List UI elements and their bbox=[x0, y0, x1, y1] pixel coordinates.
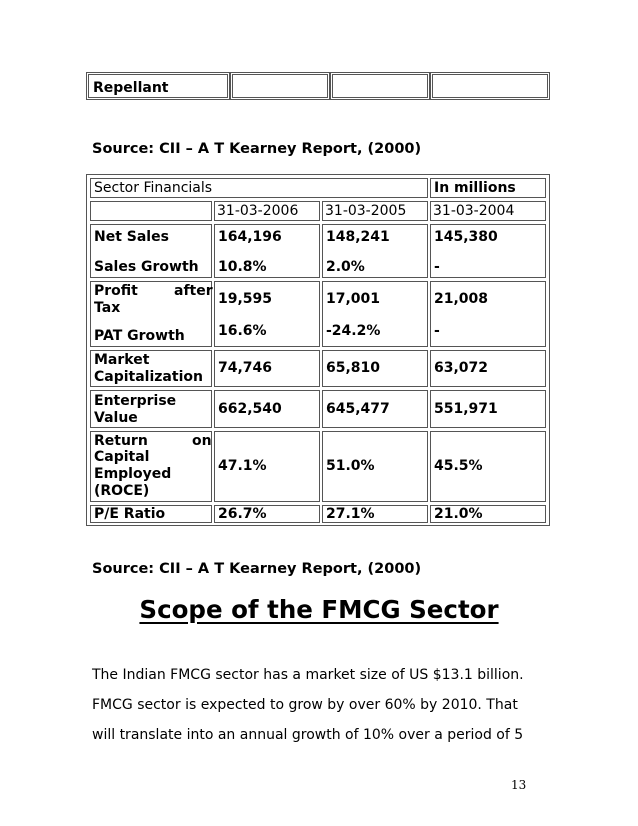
table-value: -24.2% bbox=[326, 323, 381, 339]
top-table-cell bbox=[230, 72, 330, 100]
table-value: 551,971 bbox=[434, 401, 498, 417]
row-label: Capital bbox=[94, 449, 150, 465]
unit-label: In millions bbox=[434, 180, 516, 196]
row-label: Market bbox=[94, 352, 150, 368]
row-label: P/E Ratio bbox=[94, 506, 166, 522]
row-label: Employed bbox=[94, 466, 172, 482]
table-value: 21.0% bbox=[434, 506, 483, 522]
table-value: 74,746 bbox=[218, 360, 273, 376]
paragraph-line: will translate into an annual growth of 10% over a period of 5 bbox=[92, 727, 524, 743]
top-table-cell bbox=[330, 72, 430, 100]
table-value: 45.5% bbox=[434, 458, 483, 474]
section-heading-text: Scope of the FMCG Sector bbox=[139, 595, 499, 624]
section-heading bbox=[0, 595, 638, 624]
table-value: 16.6% bbox=[218, 323, 267, 339]
table-value: 145,380 bbox=[434, 229, 498, 245]
source-note: Source: CII – A T Kearney Report, (2000) bbox=[92, 141, 422, 157]
row-label: on bbox=[192, 433, 212, 449]
paragraph-line: FMCG sector is expected to grow by over 60% by 2010. That bbox=[92, 697, 518, 713]
table-value: 27.1% bbox=[326, 506, 375, 522]
table-value: 10.8% bbox=[218, 259, 267, 275]
table-title: Sector Financials bbox=[94, 180, 213, 196]
table-value: 21,008 bbox=[434, 291, 489, 307]
row-label: Net Sales bbox=[94, 229, 169, 245]
row-label: Sales Growth bbox=[94, 259, 199, 275]
row-label: Return bbox=[94, 433, 148, 449]
row-label: Tax bbox=[94, 300, 121, 316]
table-value: - bbox=[434, 323, 440, 339]
table-value: 148,241 bbox=[326, 229, 390, 245]
date-header: 31-03-2006 bbox=[217, 203, 299, 219]
table-value: 51.0% bbox=[326, 458, 375, 474]
row-label: Value bbox=[94, 410, 138, 426]
table-value: 662,540 bbox=[218, 401, 282, 417]
row-label: Profit bbox=[94, 283, 138, 299]
table-value: 645,477 bbox=[326, 401, 390, 417]
row-label: Capitalization bbox=[94, 369, 203, 385]
table-value: 26.7% bbox=[218, 506, 267, 522]
paragraph-line: The Indian FMCG sector has a market size of US $13.1 billion. bbox=[92, 667, 524, 683]
table-value: 19,595 bbox=[218, 291, 273, 307]
top-table-cell bbox=[430, 72, 550, 100]
table-value: 2.0% bbox=[326, 259, 365, 275]
table-value: 47.1% bbox=[218, 458, 267, 474]
table-cell bbox=[90, 201, 212, 221]
date-header: 31-03-2004 bbox=[433, 203, 515, 219]
table-value: 63,072 bbox=[434, 360, 489, 376]
page-number: 13 bbox=[511, 778, 527, 792]
row-label: after bbox=[174, 283, 213, 299]
table-value: 17,001 bbox=[326, 291, 381, 307]
row-label-repellant: Repellant bbox=[93, 80, 169, 96]
table-value: 164,196 bbox=[218, 229, 282, 245]
row-label: PAT Growth bbox=[94, 328, 185, 344]
table-value: 65,810 bbox=[326, 360, 381, 376]
date-header: 31-03-2005 bbox=[325, 203, 407, 219]
source-note: Source: CII – A T Kearney Report, (2000) bbox=[92, 561, 422, 577]
table-value: - bbox=[434, 259, 440, 275]
row-label: (ROCE) bbox=[94, 483, 150, 499]
row-label: Enterprise bbox=[94, 393, 177, 409]
